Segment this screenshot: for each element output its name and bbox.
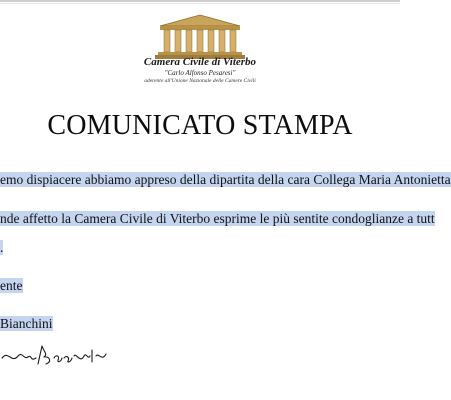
handwritten-signature (0, 342, 110, 372)
page-top-border-inner (0, 3, 400, 4)
body-line-3-text: . (0, 240, 4, 255)
body-line-3[interactable] (0, 240, 3, 256)
org-affiliation: aderente all'Unione Nazionale delle Camere Civili (144, 78, 256, 84)
body-line-1[interactable] (0, 172, 451, 188)
temple-logo-icon (154, 14, 246, 60)
org-subtitle: "Carlo Alfonso Pesaresi" (164, 69, 236, 77)
org-name: Camera Civile di Viterbo (143, 56, 257, 68)
body-line-4[interactable] (0, 278, 23, 294)
body-line-2-text: nde affetto la Camera Civile di Viterbo esprime le più sentite condoglianze a tutt (0, 211, 435, 226)
page-top-border (0, 0, 400, 2)
body-line-1-text: emo dispiacere abbiamo appreso della dipartita della cara Collega Maria Antonietta (0, 172, 451, 187)
body-line-2[interactable] (0, 211, 435, 227)
body-line-4-text: ente (0, 278, 23, 293)
body-line-5-text: Bianchini (0, 316, 53, 331)
document-title: COMUNICATO STAMPA (47, 110, 353, 141)
body-line-5[interactable] (0, 316, 53, 332)
